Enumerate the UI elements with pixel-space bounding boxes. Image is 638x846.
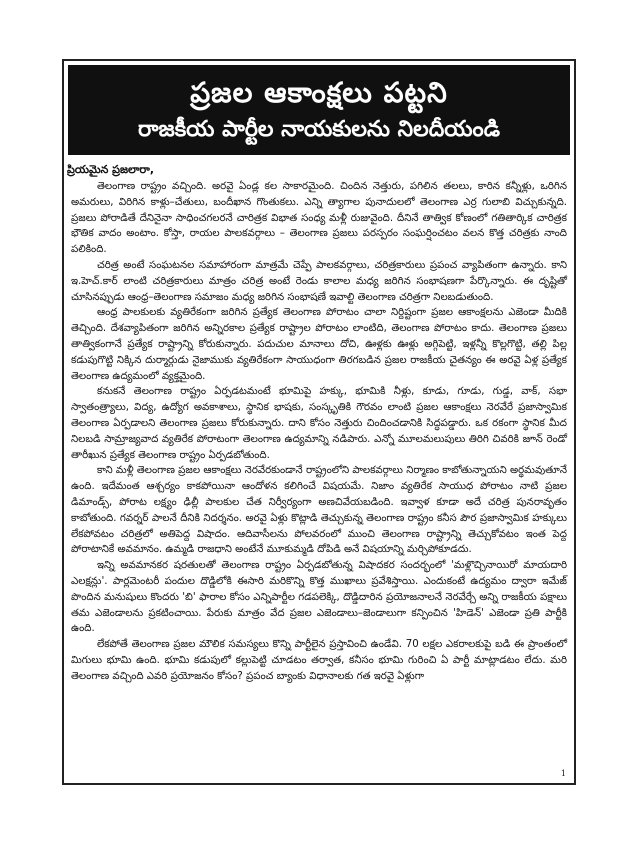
page-subtitle: రాజకీయ పార్టీల నాయకులను నిలదీయండి bbox=[138, 117, 500, 142]
body-text bbox=[71, 179, 567, 685]
title-banner bbox=[68, 65, 570, 155]
paragraph: చరిత్ర అంటే సంఘటనల సమాహారంగా మాత్రమే చెప్పే పాలకవర్గాలు, చరిత్రకారులు ప్రపంచ వ్యాపితంగా ఉన్నారు. కాని ఇ.హెచ్.కార్ లాంటి చరిత్రకారులు మాత్రం చరిత్ర అంటే రెండు కాలాల మధ్య జరిగిన సంభాషణగా పేర్కొన్నారు. ఈ దృష్టితో చూసినప్పుడు ఆంధ్ర–తెలంగాణ సమాజం మధ్య జరిగిన సంభాషణే ఇవాల్టి తెలంగాణ చరిత్రగా నిలబడుతుంది. bbox=[71, 259, 567, 303]
paragraph: కనుకనే తెలంగాణ రాష్ట్రం ఏర్పడటమంటే భూమిపై హక్కు, భూమికి నీళ్లు, కూడు, గూడు, గుడ్డ, వాక్, సభా స్వాతంత్ర్యాలు, విద్య, ఉద్యోగ అవకాశాలు, స్థానిక భాషకు, సంస్కృతికి గౌరవం లాంటి ప్రజల ఆకాంక్షలు నెరవేరే ప్రజాస్వామిక తెలంగాణ ఏర్పడాలని తెలంగాణ ప్రజలు కోరుకున్నారు. దాని కోసం నెత్తురు చిందించడానికి సిద్ధపడ్డారు. ఒక రకంగా స్థానిక మీద నిలబడి సామ్రాజ్యవాద వ్యతిరేక పోరాటంగా తెలంగాణ ఉద్యమాన్ని నడిపారు. ఎన్నో మూలమలుపులు తిరిగి చివరికి జూన్ రెండో తారీఖున ప్రత్యేక తెలంగాణ రాష్ట్రం ఏర్పడబోతుంది. bbox=[71, 386, 567, 461]
page-frame bbox=[62, 59, 576, 785]
paragraph: ఇన్ని అవమానకర షరతులతో తెలంగాణ రాష్ట్రం ఏర్పడబోతున్న విషాదకర సందర్భంలో 'మళ్లొచ్చినాయిరో మాయదారి ఎలక్షన్లు'. పార్లమెంటరీ పందుల దొడ్డిలోకి ఈసారి మరికొన్ని కొత్త ముఖాలు ప్రవేశిస్తాయి. ఎందుకంటే ఉద్యమం ద్వారా ఇమేజ్ పొందిన మనుషులు కొందరు 'బి' ఫారాల కోసం ఎన్నిపార్టీల గడపలెక్కి, దొడ్డిదారిన ప్రయోజనాలనే నెరవేర్చే అన్ని రాజకీయ పక్షాలు తమ ఎజెండాలను ప్రకటించాయి. పేరుకు మాత్రం వేద ప్రజల ఎజెండాలు–జెండాలుగా కన్పించిన 'హిడెన్' ఎజెండా ప్రతి పార్టీకి ఉంది. bbox=[71, 560, 567, 635]
paragraph: తెలంగాణ రాష్ట్రం వచ్చింది. అరవై ఏండ్ల కల సాకారమైంది. చిందిన నెత్తురు, పగిలిన తలలు, కారిన కన్నీళ్లు, ఒరిగిన అమరులు, విరిగిన కాళ్లు–చేతులు, బందీఖాన గొంతుకలు. ఎన్ని త్యాగాల పునాదులలో తెలంగాణ ఎర్ర గులాబి విచ్చుకున్నది. ప్రజలు పోరాడితే దేనినైనా సాధించగలరనే చారిత్రక విభాత సంధ్య మళ్లీ రుజువైంది. దీనినే తాత్విక కోణంలో గతితార్కిక చారిత్రక భౌతిక వాదం అంటాం. కోస్తా, రాయల పాలకవర్గాలు – తెలంగాణ ప్రజలు పరస్పరం సంఘర్షించటం వలన కొత్త చరిత్రకు నాంది పలికింది. bbox=[71, 181, 567, 256]
paragraph: ఆంధ్ర పాలకులకు వ్యతిరేకంగా జరిగిన ప్రత్యేక తెలంగాణ పోరాటం చాలా నిర్దిష్టంగా ప్రజల ఆకాంక్షలను ఎజెండా మీదికి తెచ్చింది. దేశవ్యాపితంగా జరిగిన అన్నిరకాల ప్రత్యేక రాష్ట్రాల పోరాటం లాంటిది, తెలంగాణ పోరాటం కాదు. తెలంగాణ ప్రజలు తాత్వికంగానే ప్రత్యేక రాష్ట్రాన్ని కోరుకున్నారు. పదుచుల మానాలు దోచి, ఊళ్లకు ఊళ్లు అగ్గిపెట్టి, ఇళ్లన్నీ కొల్లగొట్టి, తల్లి పిల్ల కడుపుగొట్టి నిక్కిన దుర్మార్గుడు నైజాముకు వ్యతిరేకంగా సాయుధంగా తిరగబడిన ప్రజల రాజకీయ చైతన్యం ఈ అరవై ఏళ్ల ప్రత్యేక తెలంగాణ ఉద్యమంలో వ్యక్తమైంది. bbox=[71, 307, 567, 382]
paragraph: కాని మళ్లీ తెలంగాణ ప్రజల ఆకాంక్షలు నెరవేరకుండానే రాష్ట్రంలోని పాలకవర్గాలు నిర్మాణం కాబోతున్నాయని అర్థమవుతూనే ఉంది. ఇదేమంత ఆశ్చర్యం కాకపోయినా ఆందోళన కలిగించే విషయమే. నిజాం వ్యతిరేక సాయుధ పోరాటం నాటి ప్రజల డిమాండ్స్, పోరాట లక్ష్యం ఢిల్లీ పాలకుల చేత నిర్వీర్యంగా అణచివేయబడింది. ఇవ్వాళ కూడా అదే చరిత్ర పునరావృతం కాబోతుంది. గవర్నర్ పాలనే దీనికి నిదర్శనం. అరవై ఏళ్లు కొట్లాడి తెచ్చుకున్న తెలంగాణ రాష్ట్రం కనీస పౌర ప్రజాస్వామిక హక్కులు లేకపోవటం చరిత్రలో అతిపెద్ద విషాదం. ఆదివాసీలను పోలవరంలో ముంచి తెలంగాణ రాష్ట్రాన్ని తెచ్చుకోవటం ఇంత పెద్ద పోరాటానికే అవమానం. ఉమ్మడి రాజధాని అంటేనే మూకుమ్మడి దోపిడి అనే విషయాన్ని మర్చిపోకూడదు. bbox=[71, 465, 567, 556]
paragraph: లేకపోతే తెలంగాణ ప్రజల మౌలిక సమస్యలు కొన్ని పార్టీలైన ప్రస్తావించి ఉండేవి. 70 లక్షల ఎకరాలకుపై బడి ఈ ప్రాంతంలో మిగులు భూమి ఉంది. భూమి కడుపులో కల్లుపెట్టి చూడటం తర్వాత, కనీసం భూమి గురించి ఏ పార్టీ మాట్లాడటం లేదు. మరి తెలంగాణ వచ్చింది ఎవరి ప్రయోజనం కోసం? ప్రపంచ బ్యాంకు విధానాలకు గత ఇరవై ఏళ్లుగా bbox=[71, 639, 567, 682]
page-number: 1 bbox=[560, 769, 566, 778]
greeting-line: ప్రియమైన ప్రజలారా, bbox=[67, 163, 155, 176]
page-title: ప్రజల ఆకాంక్షలు పట్టని bbox=[190, 76, 448, 109]
